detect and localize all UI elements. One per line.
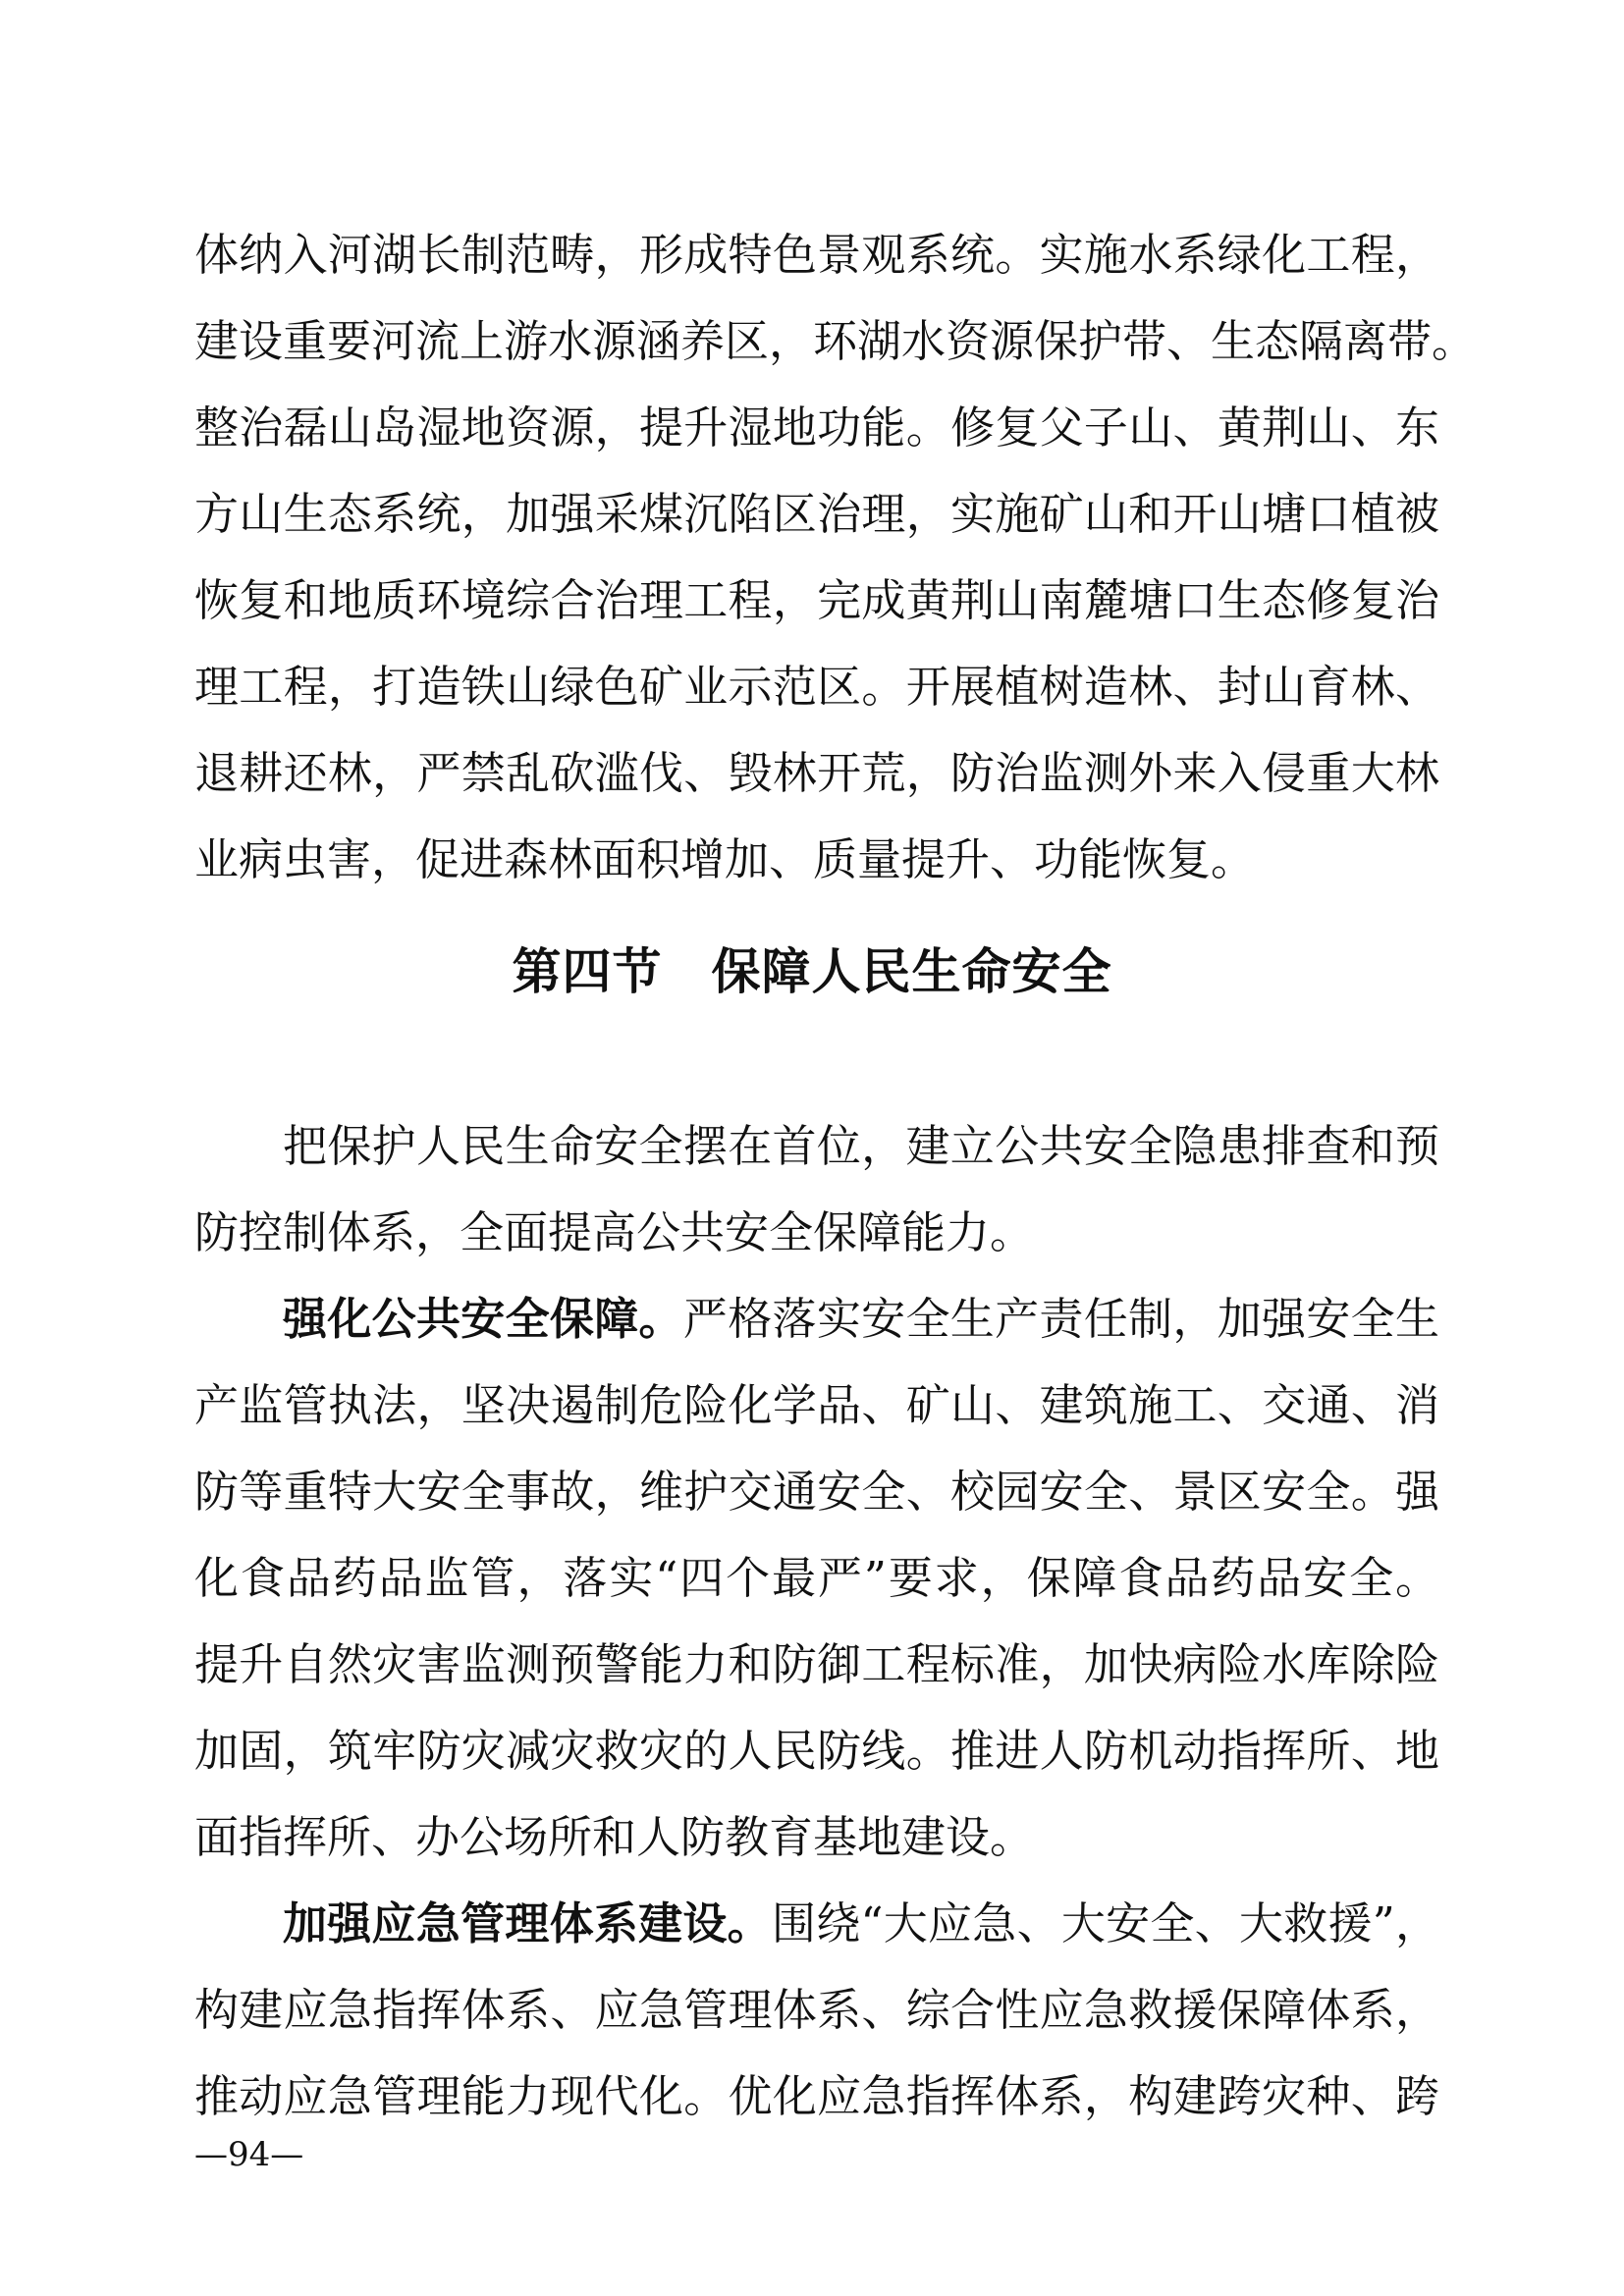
- text-line: 业病虫害，促进森林面积增加、质量提升、功能恢复。: [194, 833, 1256, 885]
- text-line: 恢复和地质环境综合治理工程，完成黄荆山南麓塘口生态修复治: [194, 574, 1439, 626]
- text-line: 把保护人民生命安全摆在首位，建立公共安全隐患排查和预: [283, 1120, 1439, 1172]
- text-line: 化食品药品监管，落实“四个最严”要求，保障食品药品安全。: [194, 1552, 1439, 1604]
- text-line: 产监管执法，坚决遏制危险化学品、矿山、建筑施工、交通、消: [194, 1379, 1439, 1431]
- paragraph-text: 围绕“大应急、大安全、大救援”，: [771, 1897, 1439, 1949]
- text-line: [194, 1881, 1439, 1967]
- section-body: [194, 1103, 1439, 2140]
- text-line: 防控制体系，全面提高公共安全保障能力。: [194, 1206, 1035, 1258]
- text-line: [194, 1276, 1439, 1362]
- text-line: 理工程，打造铁山绿色矿业示范区。开展植树造林、封山育林、: [194, 661, 1439, 713]
- text-line: 面指挥所、办公场所和人防教育基地建设。: [194, 1811, 1035, 1863]
- text-line: 推动应急管理能力现代化。优化应急指挥体系，构建跨灾种、跨: [194, 2070, 1439, 2122]
- paragraph-lead-heading: 加强应急管理体系建设。: [283, 1897, 772, 1949]
- text-line: 加固，筑牢防灾减灾救灾的人民防线。推进人防机动指挥所、地: [194, 1725, 1439, 1777]
- text-line: 方山生态系统，加强采煤沉陷区治理，实施矿山和开山塘口植被: [194, 488, 1439, 540]
- section-heading: [0, 933, 1624, 1011]
- page-number: —94—: [194, 2135, 304, 2174]
- paragraph-text: 严格落实安全生产责任制，加强安全生: [682, 1293, 1439, 1345]
- section-number: 第四节: [512, 942, 663, 1000]
- text-line: 建设重要河流上游水源涵养区，环湖水资源保护带、生态隔离带。: [194, 315, 1477, 367]
- text-line: 退耕还林，严禁乱砍滥伐、毁林开荒，防治监测外来入侵重大林: [194, 747, 1439, 799]
- intro-paragraph: [194, 212, 1477, 903]
- text-line: 整治磊山岛湿地资源，提升湿地功能。修复父子山、黄荆山、东: [194, 401, 1439, 454]
- text-line: 防等重特大安全事故，维护交通安全、校园安全、景区安全。强: [194, 1466, 1439, 1518]
- text-line: 构建应急指挥体系、应急管理体系、综合性应急救援保障体系，: [194, 1984, 1439, 2036]
- section-title: 保障人民生命安全: [711, 942, 1112, 1000]
- text-line: 体纳入河湖长制范畴，形成特色景观系统。实施水系绿化工程，: [194, 229, 1439, 281]
- paragraph-lead-heading: 强化公共安全保障。: [283, 1293, 683, 1345]
- text-line: 提升自然灾害监测预警能力和防御工程标准，加快病险水库除险: [194, 1638, 1439, 1690]
